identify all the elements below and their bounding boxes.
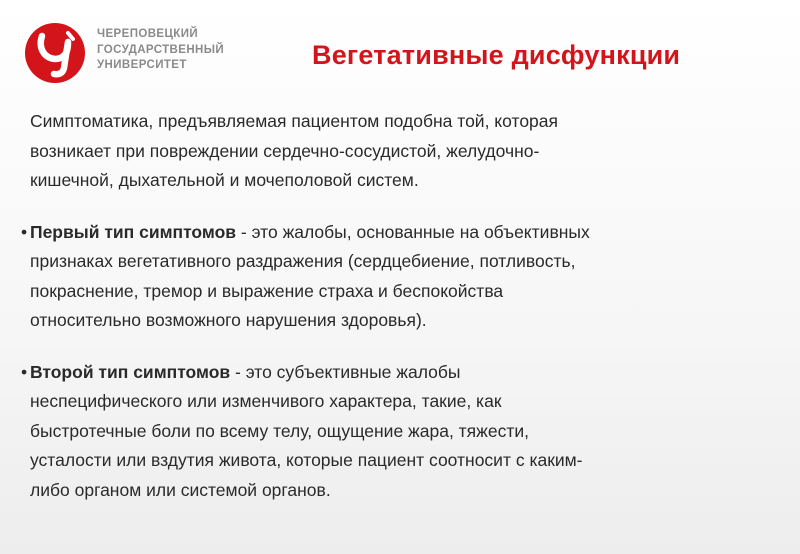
bullet-line: усталости или вздутия живота, которые пациент соотносит с каким-	[30, 450, 583, 470]
bullet-line: относительно возможного нарушения здоровья).	[30, 310, 427, 330]
intro-line: возникает при повреждении сердечно-сосудистой, желудочно-	[30, 140, 540, 161]
bullet-line: неспецифического или изменчивого характера, такие, как	[30, 391, 502, 411]
university-name-line-3: УНИВЕРСИТЕТ	[97, 59, 187, 71]
bullet-line: признаках вегетативного раздражения (сердцебиение, потливость,	[30, 251, 576, 271]
bullet-marker: •	[21, 361, 28, 382]
university-name	[97, 27, 224, 74]
intro-paragraph	[18, 107, 788, 196]
bullet-line: либо органом или системой органов.	[30, 479, 331, 500]
bullet-item-first-type	[18, 218, 788, 336]
university-name-line-1: ЧЕРЕПОВЕЦКИЙ	[97, 28, 199, 40]
bullet-first-line	[30, 218, 788, 248]
intro-line: Симптоматика, предъявляемая пациентом подобна той, которая	[30, 111, 558, 131]
bullet-first-line	[30, 358, 788, 388]
bullet-item-second-type	[18, 358, 788, 506]
bullet-heading: Второй тип симптомов	[30, 361, 231, 382]
bullet-heading: Первый тип симптомов	[30, 221, 237, 242]
university-name-line-2: ГОСУДАРСТВЕННЫЙ	[97, 43, 225, 56]
bullet-text: - это жалобы, основанные на объективных	[236, 221, 590, 242]
intro-line: кишечной, дыхательной и мочеполовой систем.	[30, 170, 419, 190]
bullet-line: быстротечные боли по всему телу, ощущение жара, тяжести,	[30, 420, 529, 441]
slide-title: Вегетативные дисфункции	[312, 40, 681, 70]
slide-body	[18, 107, 788, 527]
bullet-marker: •	[21, 221, 28, 242]
university-logo-icon	[24, 22, 86, 84]
bullet-line: покраснение, тремор и выражение страха и беспокойства	[30, 280, 504, 301]
bullet-text: - это субъективные жалобы	[230, 361, 461, 382]
